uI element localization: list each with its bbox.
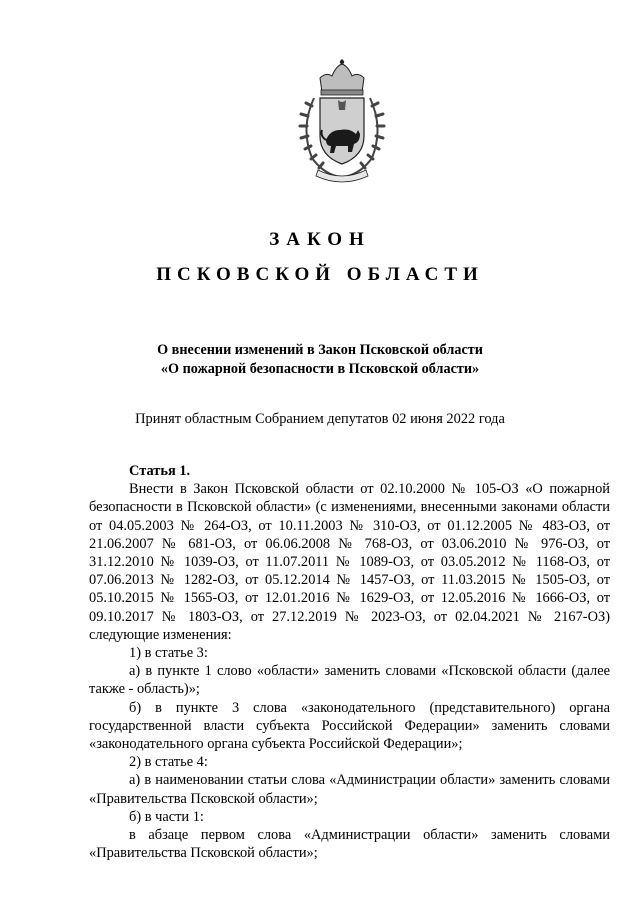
- adoption-note: Принят областным Собранием депутатов 02 июня 2022 года: [135, 411, 505, 427]
- bill-heading-line-2: «О пожарной безопасности в Псковской области»: [160, 361, 480, 377]
- article-body: [89, 462, 610, 862]
- amendment-item: а) в пункте 1 слово «области» заменить словами «Псковской области (далее также - область)»;: [89, 663, 610, 698]
- article-intro: Внести в Закон Псковской области от 02.10.2000 № 105-ОЗ «О пожарной безопасности в Псковской области» (с изменениями, внесенными законами области от 04.05.2003 № 264-ОЗ, от 10.11.2003 № 310-ОЗ, от 01.12.2005 № 483-ОЗ, от 21.06.2007 № 681-ОЗ, от 06.06.2008 № 768-ОЗ, от 03.06.2010 № 976-ОЗ, от 31.12.2010 № 1039-ОЗ, от 11.07.2011 № 1089-ОЗ, от 03.05.2012 № 1168-ОЗ, от 07.06.2013 № 1282-ОЗ, от 05.12.2014 № 1457-ОЗ, от 11.03.2015 № 1505-ОЗ, от 05.10.2015 № 1565-ОЗ, от 12.01.2016 № 1629-ОЗ, от 12.05.2016 № 1666-ОЗ, от 09.10.2017 № 1803-ОЗ, от 27.12.2019 № 2023-ОЗ, от 02.04.2021 № 2167-ОЗ) следующие изменения:: [89, 481, 610, 643]
- bill-heading: [90, 341, 550, 379]
- law-region: ПСКОВСКОЙ ОБЛАСТИ: [156, 264, 484, 285]
- amendment-list: [89, 644, 610, 862]
- amendment-item: 2) в статье 4:: [129, 754, 208, 771]
- amendment-item: 1) в статье 3:: [129, 645, 208, 662]
- amendment-item: б) в части 1:: [129, 808, 204, 825]
- bill-heading-line-1: О внесении изменений в Закон Псковской области: [157, 342, 483, 358]
- amendment-item: а) в наименовании статьи слова «Администрации области» заменить словами «Правительства Псковской области»;: [89, 772, 610, 807]
- article-title: Статья 1.: [129, 463, 191, 479]
- amendment-item: б) в пункте 3 слова «законодательного (представительного) органа государственной власти субъекта Российской Федерации» заменить словами «законодательного органа субъекта Российской Федерации»;: [89, 699, 610, 753]
- coat-of-arms-emblem: [290, 58, 394, 186]
- law-title: ЗАКОН: [269, 229, 371, 250]
- amendment-item: в абзаце первом слова «Администрации области» заменить словами «Правительства Псковской области»;: [89, 827, 610, 862]
